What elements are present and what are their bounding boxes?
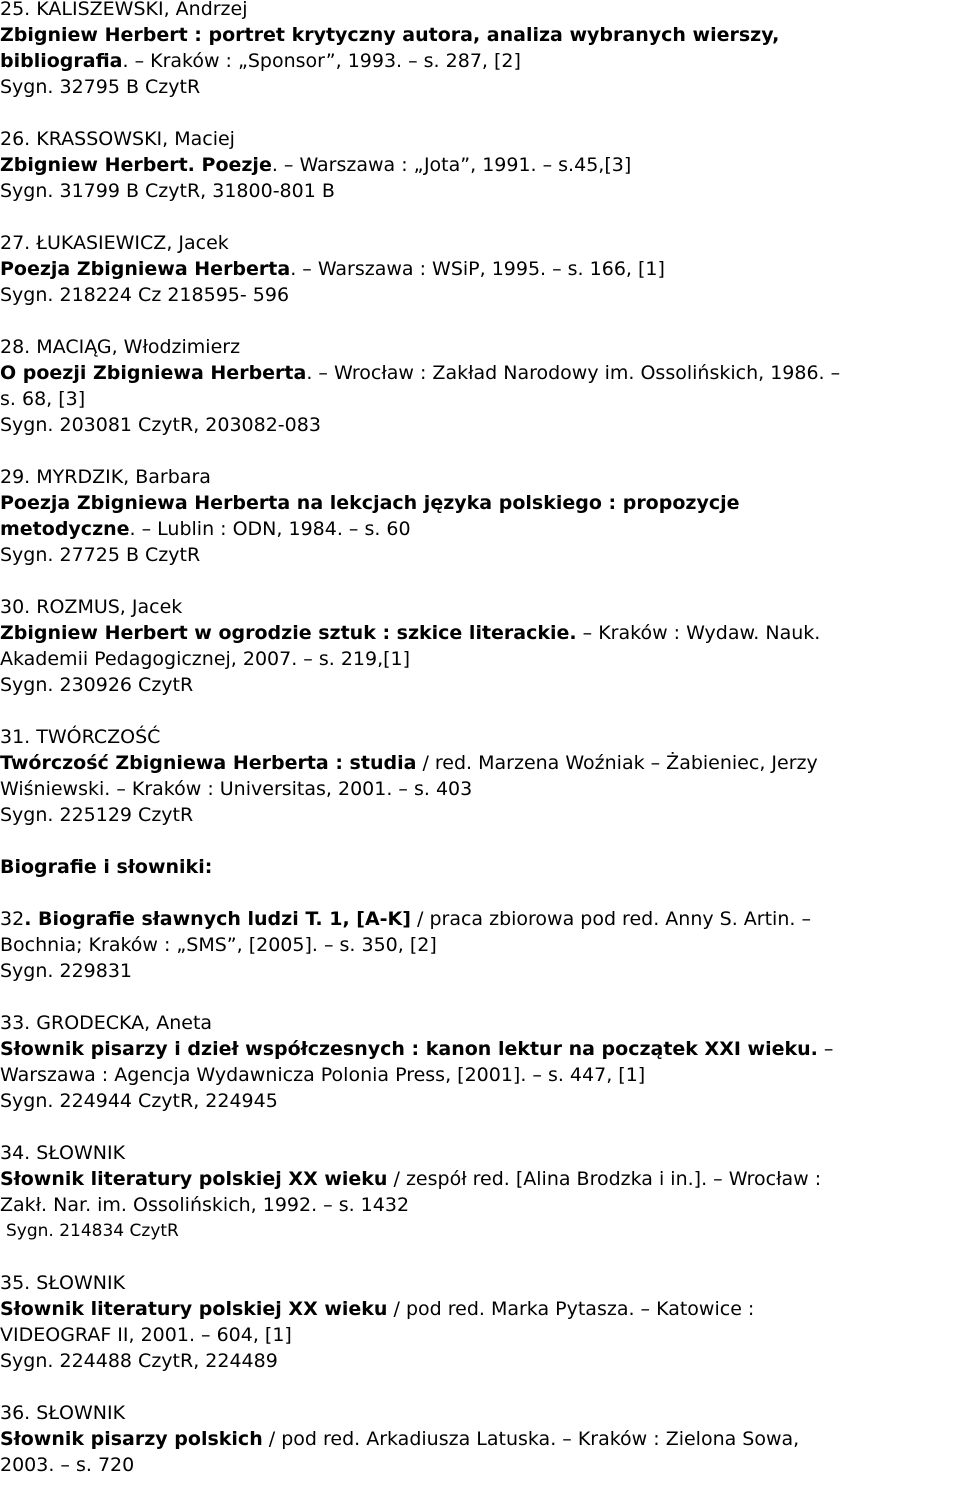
entry-title: Poezja Zbigniewa Herberta na lekcjach języka polskiego : propozycje [0, 492, 740, 514]
entry-publication: . – Lublin : ODN, 1984. – s. 60 [129, 518, 411, 540]
entry-number: 35. [0, 1272, 31, 1294]
entry-publication: . – Wrocław : Zakład Narodowy im. Ossolińskich, 1986. – [306, 362, 841, 384]
entry-title: Słownik pisarzy i dzieł współczesnych : kanon lektur na początek XXI wieku. [0, 1038, 818, 1060]
entry-author: KALISZEWSKI, Andrzej [36, 0, 248, 20]
entry-publication: / praca zbiorowa pod red. Anny S. Artin. – [410, 908, 811, 930]
bibliography-entry-34 [0, 1140, 958, 1244]
entry-call-number: Sygn. 224944 CzytR, 224945 [0, 1090, 278, 1112]
entry-author: SŁOWNIK [36, 1272, 126, 1294]
entry-number: 33. [0, 1012, 31, 1034]
entry-call-number: Sygn. 224488 CzytR, 224489 [0, 1350, 278, 1372]
entry-publication: 2003. – s. 720 [0, 1454, 135, 1476]
entry-title: Zbigniew Herbert : portret krytyczny autora, analiza wybranych wierszy, [0, 24, 780, 46]
entry-call-number: Sygn. 32795 B CzytR [0, 76, 201, 98]
entry-publication: VIDEOGRAF II, 2001. – 604, [1] [0, 1324, 292, 1346]
entry-publication: / zespół red. [Alina Brodzka i in.]. – Wrocław : [387, 1168, 822, 1190]
entry-publication: . – Warszawa : WSiP, 1995. – s. 166, [1] [290, 258, 665, 280]
entry-author: ROZMUS, Jacek [36, 596, 183, 618]
entry-publication: Akademii Pedagogicznej, 2007. – s. 219,[1] [0, 648, 411, 670]
entry-publication: Bochnia; Kraków : „SMS”, [2005]. – s. 350, [2] [0, 934, 437, 956]
bibliography-entry-28 [0, 334, 958, 438]
entry-title: Zbigniew Herbert. Poezje [0, 154, 272, 176]
entry-title: Słownik literatury polskiej XX wieku [0, 1298, 388, 1320]
entry-title: metodyczne [0, 518, 130, 540]
bibliography-entry-27 [0, 230, 958, 308]
bibliography-entry-30 [0, 594, 958, 698]
entry-author: SŁOWNIK [36, 1142, 126, 1164]
entry-call-number: Sygn. 225129 CzytR [0, 804, 194, 826]
entry-author: KRASSOWSKI, Maciej [36, 128, 235, 150]
entry-call-number: Sygn. 229831 [0, 960, 133, 982]
entry-title: O poezji Zbigniewa Herberta [0, 362, 307, 384]
bibliography-entry-31 [0, 724, 958, 828]
entry-title: Poezja Zbigniewa Herberta [0, 258, 291, 280]
bibliography-entry-35 [0, 1270, 958, 1374]
entry-publication: Zakł. Nar. im. Ossolińskich, 1992. – s. 1432 [0, 1194, 410, 1216]
entry-publication: / red. Marzena Woźniak – Żabieniec, Jerzy [416, 752, 818, 774]
entry-publication: Wiśniewski. – Kraków : Universitas, 2001. – s. 403 [0, 778, 473, 800]
bibliography-entry-29 [0, 464, 958, 568]
entry-number: 25. [0, 0, 31, 20]
entry-title: Twórczość Zbigniewa Herberta : studia [0, 752, 417, 774]
entry-publication: s. 68, [3] [0, 388, 86, 410]
entry-author: GRODECKA, Aneta [36, 1012, 213, 1034]
entry-number: 28. [0, 336, 31, 358]
bibliography-entry-33 [0, 1010, 958, 1114]
entry-call-number: Sygn. 31799 B CzytR, 31800-801 B [0, 180, 335, 202]
bibliography-entry-26 [0, 126, 958, 204]
entry-author: MACIĄG, Włodzimierz [36, 336, 241, 358]
entry-publication: / pod red. Arkadiusza Latuska. – Kraków : Zielona Sowa, [262, 1428, 800, 1450]
entry-publication: . – Kraków : „Sponsor”, 1993. – s. 287, [2] [122, 50, 521, 72]
entry-call-number: Sygn. 230926 CzytR [0, 674, 194, 696]
entry-call-number: Sygn. 214834 CzytR [6, 1221, 179, 1241]
entry-author: TWÓRCZOŚĆ [36, 726, 161, 748]
bibliography-entry-32 [0, 906, 958, 984]
entry-publication: Warszawa : Agencja Wydawnicza Polonia Press, [2001]. – s. 447, [1] [0, 1064, 646, 1086]
entry-author: SŁOWNIK [36, 1402, 126, 1424]
entry-publication: / pod red. Marka Pytasza. – Katowice : [387, 1298, 755, 1320]
entry-call-number: Sygn. 27725 B CzytR [0, 544, 201, 566]
bibliography-entry-25 [0, 0, 958, 100]
entry-author: ŁUKASIEWICZ, Jacek [36, 232, 229, 254]
bibliography-entry-36 [0, 1400, 958, 1478]
entry-title: Słownik pisarzy polskich [0, 1428, 263, 1450]
entry-number: 30. [0, 596, 31, 618]
entry-number: 27. [0, 232, 31, 254]
entry-number: 32 [0, 908, 25, 930]
section-heading: Biografie i słowniki: [0, 856, 213, 878]
entry-number: 34. [0, 1142, 31, 1164]
entry-number: 36. [0, 1402, 31, 1424]
entry-publication: – Kraków : Wydaw. Nauk. [576, 622, 821, 644]
entry-number: 31. [0, 726, 31, 748]
entry-call-number: Sygn. 218224 Cz 218595- 596 [0, 284, 290, 306]
entry-title: Słownik literatury polskiej XX wieku [0, 1168, 388, 1190]
entry-call-number: Sygn. 203081 CzytR, 203082-083 [0, 414, 321, 436]
entry-number: 26. [0, 128, 31, 150]
entry-publication: . – Warszawa : „Jota”, 1991. – s.45,[3] [271, 154, 632, 176]
entry-title: bibliografia [0, 50, 123, 72]
entry-title: Zbigniew Herbert w ogrodzie sztuk : szkice literackie. [0, 622, 577, 644]
entry-publication: – [817, 1038, 834, 1060]
entry-number: 29. [0, 466, 31, 488]
entry-title: . Biografie sławnych ludzi T. 1, [A-K] [24, 908, 411, 930]
entry-author: MYRDZIK, Barbara [36, 466, 211, 488]
